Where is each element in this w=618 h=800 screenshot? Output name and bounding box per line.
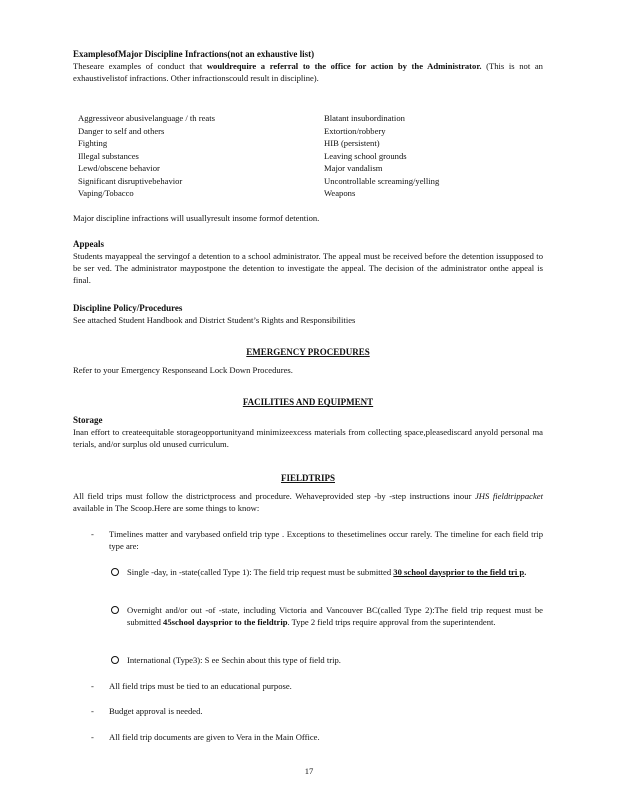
storage-heading: Storage <box>73 415 103 425</box>
major-infractions-heading: ExamplesofMajor Discipline Infractions(not an exhaustive list) <box>73 49 315 59</box>
infraction-item: Lewd/obscene behavior <box>78 163 160 173</box>
bullet-mark: - <box>91 681 94 691</box>
infraction-item: Illegal substances <box>78 150 139 161</box>
circle-bullet-icon <box>111 568 119 576</box>
infraction-item: Blatant insubordination <box>324 113 405 123</box>
policy-text: See attached Student Handbook and District Student’s Rights and Responsibilities <box>73 315 356 325</box>
infractions-list <box>78 112 518 200</box>
circle-bullet-icon <box>111 606 119 614</box>
appeals-section <box>73 238 543 286</box>
infraction-item: Leaving school grounds <box>324 150 407 161</box>
infraction-item: Significant disruptivebehavior <box>78 175 183 186</box>
infraction-item: Extortion/robbery <box>324 125 386 136</box>
infraction-item: Aggressiveor abusivelanguage / th reats <box>78 113 215 123</box>
emergency-heading: EMERGENCY PROCEDURES <box>246 347 370 357</box>
major-infractions-paragraph: Theseare examples of conduct that wouldrequire a referral to the office for action by the Administrator. (This is not an exhaustivelistof infractions. Other infractionscould result in discipline). <box>73 61 543 83</box>
bullet-mark: - <box>91 529 94 539</box>
fieldtrip-type2: Overnight and/or out -of -state, including Victoria and Vancouver BC(called Type 2):The field trip request must be submitted 45school daysprior to the fieldtrip. Type 2 field trips require approval from the superintendent. <box>111 604 543 628</box>
facilities-heading: FACILITIES AND EQUIPMENT <box>242 397 374 407</box>
storage-text: Inan effort to createequitable storageopportunityand minimizeexcess materials from collecting space,pleasediscard anyold personal ma terials, and/or surplus old unused curriculum. <box>73 427 543 449</box>
fieldtrip-bullet-documents: - All field trip documents are given to Vera in the Main Office. <box>91 732 320 742</box>
page-number: 17 <box>304 766 314 776</box>
major-note: Major discipline infractions will usuallyresult insome formof detention. <box>73 213 320 223</box>
policy-heading: Discipline Policy/Procedures <box>73 303 183 313</box>
appeals-text: Students mayappeal the servingof a detention to a school administrator. The appeal must be received before the detention issupposed to be ser ved. The administrator maypostpone the detention to investigate the appeal. The decision of the administrator onthe appeal is final. <box>73 251 543 285</box>
fieldtrip-packet-title: JHS fieldtrippacket <box>474 491 543 501</box>
emergency-text: Refer to your Emergency Responseand Lock Down Procedures. <box>73 365 293 375</box>
infraction-item: Fighting <box>78 138 108 148</box>
infraction-item: Weapons <box>324 188 356 198</box>
policy-section <box>73 302 543 326</box>
fieldtrip-type1: Single -day, in -state(called Type 1): The field trip request must be submitted 30 school daysprior to the field tri p. <box>111 566 543 578</box>
appeals-heading: Appeals <box>73 239 105 249</box>
fieldtrip-bullet-purpose: - All field trips must be tied to an educational purpose. <box>91 681 292 691</box>
infraction-item: Vaping/Tobacco <box>78 188 134 198</box>
circle-bullet-icon <box>111 656 119 664</box>
infraction-item: Danger to self and others <box>78 125 165 136</box>
fieldtrip-bullet-timelines: - Timelines matter and varybased onfield trip type . Exceptions to thesetimelines occur rarely. The timeline for each field trip type are: <box>91 529 543 551</box>
fieldtrip-bullet-budget: - Budget approval is needed. <box>91 706 203 716</box>
major-infractions-section <box>73 48 543 84</box>
bullet-mark: - <box>91 732 94 742</box>
infraction-item: Major vandalism <box>324 163 383 173</box>
bullet-mark: - <box>91 706 94 716</box>
fieldtrip-type3: International (Type3): S ee Sechin about this type of field trip. <box>111 654 543 666</box>
storage-section <box>73 414 543 450</box>
fieldtrips-heading: FIELDTRIPS <box>280 473 335 483</box>
infraction-item: HIB (persistent) <box>324 138 380 148</box>
fieldtrips-intro: All field trips must follow the districtprocess and procedure. Wehaveprovided step -by -step instructions inour JHS fieldtrippacket available in The Scoop.Here are some things to know: <box>73 491 543 513</box>
infraction-item: Uncontrollable screaming/yelling <box>324 175 440 186</box>
